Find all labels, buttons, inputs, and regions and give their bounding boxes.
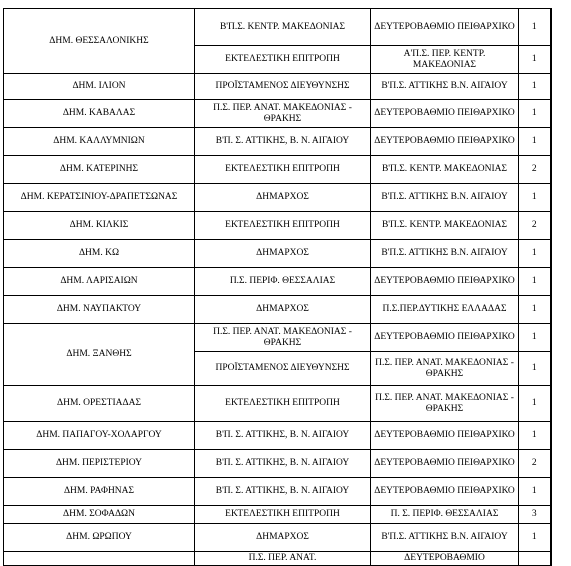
- council-cell: Π. Σ. ΠΕΡΙΦ. ΘΕΣΣΑΛΙΑΣ: [371, 506, 519, 524]
- count-cell: 1: [519, 240, 551, 268]
- authority-cell: ΕΚΤΕΛΕΣΤΙΚΗ ΕΠΙΤΡΟΠΗ: [195, 212, 371, 240]
- count-cell: 1: [519, 422, 551, 450]
- council-cell: Β'Π.Σ. ΑΤΤΙΚΗΣ Β.Ν. ΑΙΓΑΙΟΥ: [371, 74, 519, 100]
- municipality-cell: ΔΗΜ. ΞΑΝΘΗΣ: [4, 324, 195, 386]
- count-cell: [519, 552, 551, 566]
- disciplinary-table: [3, 8, 552, 566]
- municipality-cell: [4, 552, 195, 566]
- authority-cell: ΕΚΤΕΛΕΣΤΙΚΗ ΕΠΙΤΡΟΠΗ: [195, 386, 371, 422]
- table-row: [4, 74, 551, 100]
- count-cell: 1: [519, 268, 551, 296]
- count-cell: 1: [519, 74, 551, 100]
- council-cell: Π.Σ. ΠΕΡ. ΑΝΑΤ. ΜΑΚΕΔΟΝΙΑΣ - ΘΡΑΚΗΣ: [371, 352, 519, 386]
- count-cell: 2: [519, 212, 551, 240]
- table-row: [4, 324, 551, 352]
- count-cell: 2: [519, 156, 551, 184]
- authority-cell: Β'Π. Σ. ΑΤΤΙΚΗΣ, Β. Ν. ΑΙΓΑΙΟΥ: [195, 478, 371, 506]
- authority-cell: ΕΚΤΕΛΕΣΤΙΚΗ ΕΠΙΤΡΟΠΗ: [195, 46, 371, 74]
- authority-cell: Β'Π.Σ. ΚΕΝΤΡ. ΜΑΚΕΔΟΝΙΑΣ: [195, 9, 371, 46]
- council-cell: Β'Π.Σ. ΑΤΤΙΚΗΣ Β.Ν. ΑΙΓΑΙΟΥ: [371, 524, 519, 552]
- council-cell: ΔΕΥΤΕΡΟΒΑΘΜΙΟ ΠΕΙΘΑΡΧΙΚΟ: [371, 450, 519, 478]
- municipality-cell: ΔΗΜ. ΛΑΡΙΣΑΙΩΝ: [4, 268, 195, 296]
- table-row: [4, 478, 551, 506]
- count-cell: 1: [519, 9, 551, 46]
- authority-cell: Π.Σ. ΠΕΡΙΦ. ΘΕΣΣΑΛΙΑΣ: [195, 268, 371, 296]
- municipality-cell: ΔΗΜ. ΟΡΕΣΤΙΑΔΑΣ: [4, 386, 195, 422]
- count-cell: 1: [519, 324, 551, 352]
- authority-cell: Π.Σ. ΠΕΡ. ΑΝΑΤ. ΜΑΚΕΔΟΝΙΑΣ - ΘΡΑΚΗΣ: [195, 324, 371, 352]
- authority-cell: ΕΚΤΕΛΕΣΤΙΚΗ ΕΠΙΤΡΟΠΗ: [195, 156, 371, 184]
- municipality-cell: ΔΗΜ. ΣΟΦΑΔΩΝ: [4, 506, 195, 524]
- municipality-cell: ΔΗΜ. ΚΕΡΑΤΣΙΝΙΟΥ-ΔΡΑΠΕΤΣΩΝΑΣ: [4, 184, 195, 212]
- authority-cell: ΠΡΟΪΣΤΑΜΕΝΟΣ ΔΙΕΥΘΥΝΣΗΣ: [195, 352, 371, 386]
- municipality-cell: ΔΗΜ. ΚΩ: [4, 240, 195, 268]
- count-cell: 1: [519, 478, 551, 506]
- municipality-cell: ΔΗΜ. ΚΑΤΕΡΙΝΗΣ: [4, 156, 195, 184]
- table-row: [4, 506, 551, 524]
- authority-cell: ΠΡΟΪΣΤΑΜΕΝΟΣ ΔΙΕΥΘΥΝΣΗΣ: [195, 74, 371, 100]
- council-cell: Π.Σ.ΠΕΡ.ΔΥΤΙΚΗΣ ΕΛΛΑΔΑΣ: [371, 296, 519, 324]
- municipality-cell: ΔΗΜ. ΚΑΒΑΛΑΣ: [4, 100, 195, 128]
- municipality-cell: ΔΗΜ. ΝΑΥΠΑΚΤΟΥ: [4, 296, 195, 324]
- count-cell: 1: [519, 46, 551, 74]
- table-row: [4, 100, 551, 128]
- council-cell: ΔΕΥΤΕΡΟΒΑΘΜΙΟ: [371, 552, 519, 566]
- council-cell: Β'Π.Σ. ΑΤΤΙΚΗΣ Β.Ν. ΑΙΓΑΙΟΥ: [371, 184, 519, 212]
- count-cell: 2: [519, 450, 551, 478]
- table-row: [4, 128, 551, 156]
- council-cell: ΔΕΥΤΕΡΟΒΑΘΜΙΟ ΠΕΙΘΑΡΧΙΚΟ: [371, 9, 519, 46]
- table-row: [4, 422, 551, 450]
- count-cell: 1: [519, 128, 551, 156]
- authority-cell: Π.Σ. ΠΕΡ. ΑΝΑΤ.: [195, 552, 371, 566]
- council-cell: ΔΕΥΤΕΡΟΒΑΘΜΙΟ ΠΕΙΘΑΡΧΙΚΟ: [371, 128, 519, 156]
- council-cell: ΔΕΥΤΕΡΟΒΑΘΜΙΟ ΠΕΙΘΑΡΧΙΚΟ: [371, 478, 519, 506]
- municipality-cell: ΔΗΜ. ΠΕΡΙΣΤΕΡΙΟΥ: [4, 450, 195, 478]
- council-cell: Β'Π.Σ. ΚΕΝΤΡ. ΜΑΚΕΔΟΝΙΑΣ: [371, 212, 519, 240]
- authority-cell: Β'Π. Σ. ΑΤΤΙΚΗΣ, Β. Ν. ΑΙΓΑΙΟΥ: [195, 128, 371, 156]
- council-cell: Β'Π.Σ. ΚΕΝΤΡ. ΜΑΚΕΔΟΝΙΑΣ: [371, 156, 519, 184]
- authority-cell: Β'Π. Σ. ΑΤΤΙΚΗΣ, Β. Ν. ΑΙΓΑΙΟΥ: [195, 450, 371, 478]
- table-row: [4, 212, 551, 240]
- authority-cell: Π.Σ. ΠΕΡ. ΑΝΑΤ. ΜΑΚΕΔΟΝΙΑΣ - ΘΡΑΚΗΣ: [195, 100, 371, 128]
- council-cell: Π.Σ. ΠΕΡ. ΑΝΑΤ. ΜΑΚΕΔΟΝΙΑΣ - ΘΡΑΚΗΣ: [371, 386, 519, 422]
- authority-cell: ΔΗΜΑΡΧΟΣ: [195, 296, 371, 324]
- council-cell: Β'Π.Σ. ΑΤΤΙΚΗΣ Β.Ν. ΑΙΓΑΙΟΥ: [371, 240, 519, 268]
- authority-cell: ΔΗΜΑΡΧΟΣ: [195, 524, 371, 552]
- count-cell: 3: [519, 506, 551, 524]
- count-cell: 1: [519, 524, 551, 552]
- count-cell: 1: [519, 386, 551, 422]
- count-cell: 1: [519, 352, 551, 386]
- table-row: [4, 184, 551, 212]
- table-row: [4, 9, 551, 46]
- table-row: [4, 268, 551, 296]
- table-row: [4, 386, 551, 422]
- authority-cell: ΔΗΜΑΡΧΟΣ: [195, 240, 371, 268]
- council-cell: Α'Π.Σ. ΠΕΡ. ΚΕΝΤΡ. ΜΑΚΕΔΟΝΙΑΣ: [371, 46, 519, 74]
- municipality-cell: ΔΗΜ. ΩΡΩΠΟΥ: [4, 524, 195, 552]
- count-cell: 1: [519, 100, 551, 128]
- authority-cell: Β'Π. Σ. ΑΤΤΙΚΗΣ, Β. Ν. ΑΙΓΑΙΟΥ: [195, 422, 371, 450]
- count-cell: 1: [519, 184, 551, 212]
- table-row: [4, 296, 551, 324]
- authority-cell: ΔΗΜΑΡΧΟΣ: [195, 184, 371, 212]
- council-cell: ΔΕΥΤΕΡΟΒΑΘΜΙΟ ΠΕΙΘΑΡΧΙΚΟ: [371, 422, 519, 450]
- table-row: [4, 450, 551, 478]
- municipality-cell: ΔΗΜ. ΚΙΛΚΙΣ: [4, 212, 195, 240]
- municipality-cell: ΔΗΜ. ΡΑΦΗΝΑΣ: [4, 478, 195, 506]
- table-row: [4, 240, 551, 268]
- table-row: [4, 524, 551, 552]
- table-body: [4, 9, 551, 566]
- municipality-cell: ΔΗΜ. ΙΛΙΟΝ: [4, 74, 195, 100]
- municipality-cell: ΔΗΜ. ΚΑΛΛΥΜΝΙΩΝ: [4, 128, 195, 156]
- authority-cell: ΕΚΤΕΛΕΣΤΙΚΗ ΕΠΙΤΡΟΠΗ: [195, 506, 371, 524]
- municipality-cell: ΔΗΜ. ΘΕΣΣΑΛΟΝΙΚΗΣ: [4, 9, 195, 74]
- council-cell: ΔΕΥΤΕΡΟΒΑΘΜΙΟ ΠΕΙΘΑΡΧΙΚΟ: [371, 324, 519, 352]
- table-row: [4, 552, 551, 566]
- council-cell: ΔΕΥΤΕΡΟΒΑΘΜΙΟ ΠΕΙΘΑΡΧΙΚΟ: [371, 268, 519, 296]
- council-cell: ΔΕΥΤΕΡΟΒΑΘΜΙΟ ΠΕΙΘΑΡΧΙΚΟ: [371, 100, 519, 128]
- table-row: [4, 156, 551, 184]
- count-cell: 1: [519, 296, 551, 324]
- municipality-cell: ΔΗΜ. ΠΑΠΑΓΟΥ-ΧΟΛΑΡΓΟΥ: [4, 422, 195, 450]
